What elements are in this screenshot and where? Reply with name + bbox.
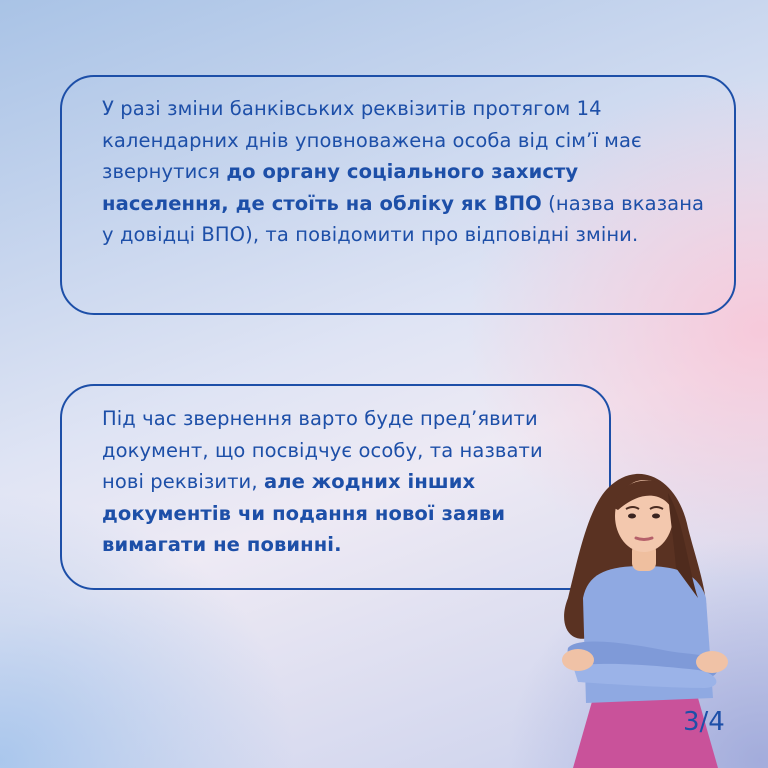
info-bubble-bank-details — [60, 75, 736, 315]
bubble1-text: У разі зміни банківських реквізитів протягом 14 календарних днів уповноважена особа від сім’ї має звернутися — [102, 97, 642, 183]
info-bubble-documents — [60, 384, 611, 590]
page-counter: 3/4 — [683, 707, 725, 737]
bubble2-text: Під час звернення варто буде пред’явити документ, що посвідчує особу, та назвати нові реквізити, — [102, 407, 543, 493]
bubble2-bold-text: але жодних інших документів чи подання нової заяви вимагати не повинні. — [102, 470, 506, 556]
bubble1-bold-text: до органу соціального захисту населення, де стоїть на обліку як ВПО — [102, 160, 579, 215]
bubble1-text-end: (назва вказана у довідці ВПО), та повідомити про відповідні зміни. — [102, 191, 705, 246]
